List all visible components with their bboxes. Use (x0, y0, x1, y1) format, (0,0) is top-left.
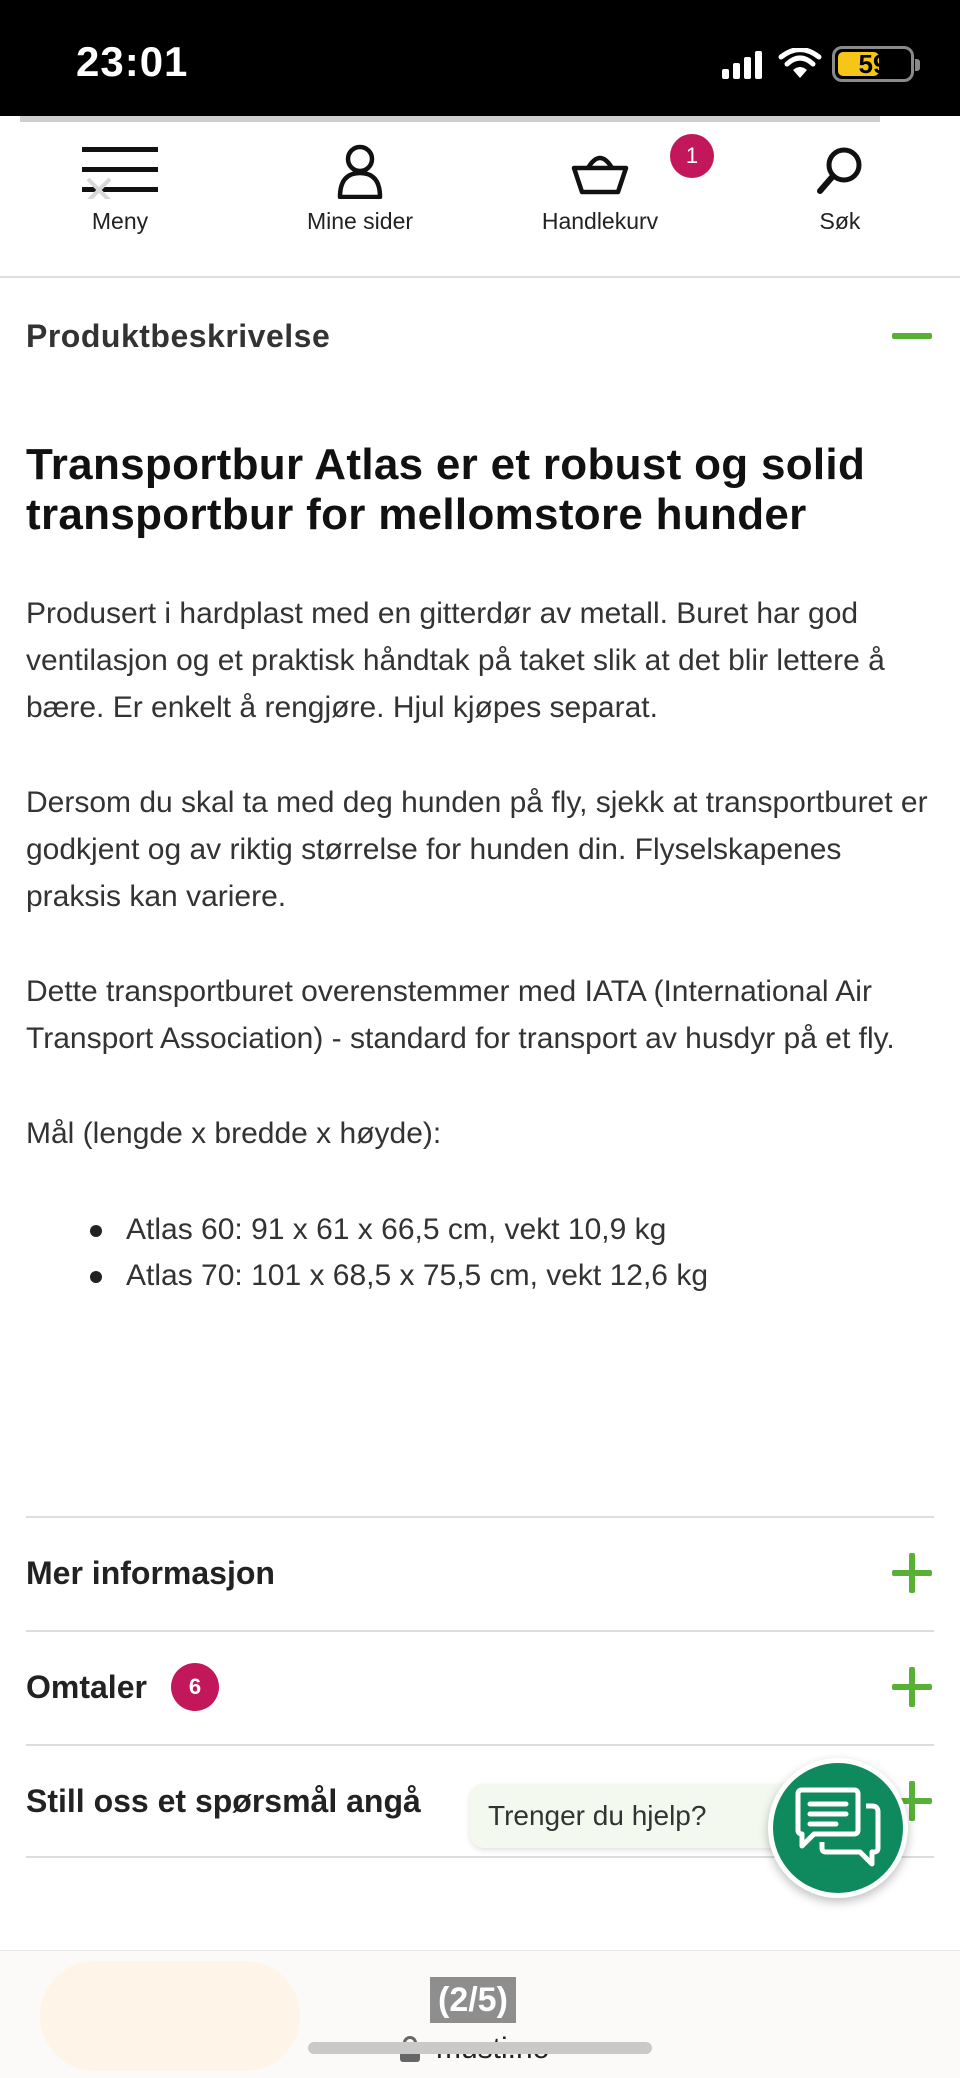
status-time: 23:01 (76, 38, 189, 85)
dimensions-heading: Mål (lengde x bredde x høyde): (26, 1117, 442, 1150)
status-bar (0, 0, 960, 116)
product-description-content (26, 440, 936, 1299)
browser-bottom-bar (0, 1950, 960, 2078)
plus-icon (892, 1553, 932, 1593)
my-pages-label: Mine sider (306, 208, 414, 234)
chat-icon (792, 1786, 884, 1870)
cart-count-badge: 1 (670, 134, 714, 178)
cellular-signal-icon (722, 49, 766, 79)
list-item (90, 1207, 936, 1253)
plus-icon (892, 1667, 932, 1707)
menu-label: Meny (91, 208, 149, 234)
hamburger-menu-icon (78, 140, 162, 202)
reviews-title: Omtaler (26, 1668, 147, 1705)
reviews-title-wrap (26, 1663, 219, 1711)
status-icons (722, 44, 914, 84)
my-pages-button[interactable] (260, 140, 460, 250)
cart-label: Handlekurv (541, 208, 659, 234)
user-icon (318, 140, 402, 202)
more-info-title: Mer informasjon (26, 1554, 275, 1591)
search-icon (798, 140, 882, 202)
battery-level: 59 (858, 48, 888, 79)
list-item-text: Atlas 60: 91 x 61 x 66,5 cm, vekt 10,9 kg (126, 1213, 667, 1246)
help-bubble[interactable]: Trenger du hjelp? (470, 1784, 800, 1848)
more-info-accordion[interactable] (26, 1516, 934, 1628)
wifi-icon (778, 48, 822, 80)
description-paragraph: Dette transportburet overenstemmer med IATA (International Air Transport Association) - standard for transport av husdyr på et fly. (26, 975, 895, 1055)
page-counter: (2/5) (430, 1977, 516, 2023)
list-item-text: Atlas 70: 101 x 68,5 x 75,5 cm, vekt 12,6 kg (126, 1259, 708, 1292)
reviews-accordion[interactable] (26, 1630, 934, 1742)
ask-question-title: Still oss et spørsmål angå (26, 1782, 421, 1819)
cart-button[interactable] (500, 140, 700, 250)
description-headline: Transportbur Atlas er et robust og solid transportbur for mellomstore hunder (26, 440, 866, 539)
description-paragraph: Produsert i hardplast med en gitterdør av metall. Buret har god ventilasjon og et praktisk håndtak på taket slik at det blir lettere å bære. Er enkelt å rengjøre. Hjul kjøpes separat. (26, 597, 885, 724)
menu-button[interactable] (20, 140, 220, 250)
description-paragraph: Dersom du skal ta med deg hunden på fly, sjekk at transportburet er godkjent og av riktig størrelse for hunden din. Flyselskapenes praksis kan variere. (26, 786, 928, 913)
home-indicator[interactable] (308, 2042, 652, 2054)
search-button[interactable] (740, 140, 940, 250)
chat-button[interactable] (768, 1758, 908, 1898)
minus-icon (892, 333, 932, 339)
dimensions-list (26, 1207, 936, 1299)
basket-icon (558, 140, 699, 202)
battery-icon (832, 46, 914, 82)
reviews-count-badge: 6 (171, 1663, 219, 1711)
search-label: Søk (819, 208, 861, 234)
product-description-toggle[interactable] (26, 310, 934, 362)
site-header-nav (0, 116, 960, 278)
product-description-title: Produktbeskrivelse (26, 317, 331, 354)
list-item (90, 1253, 936, 1299)
